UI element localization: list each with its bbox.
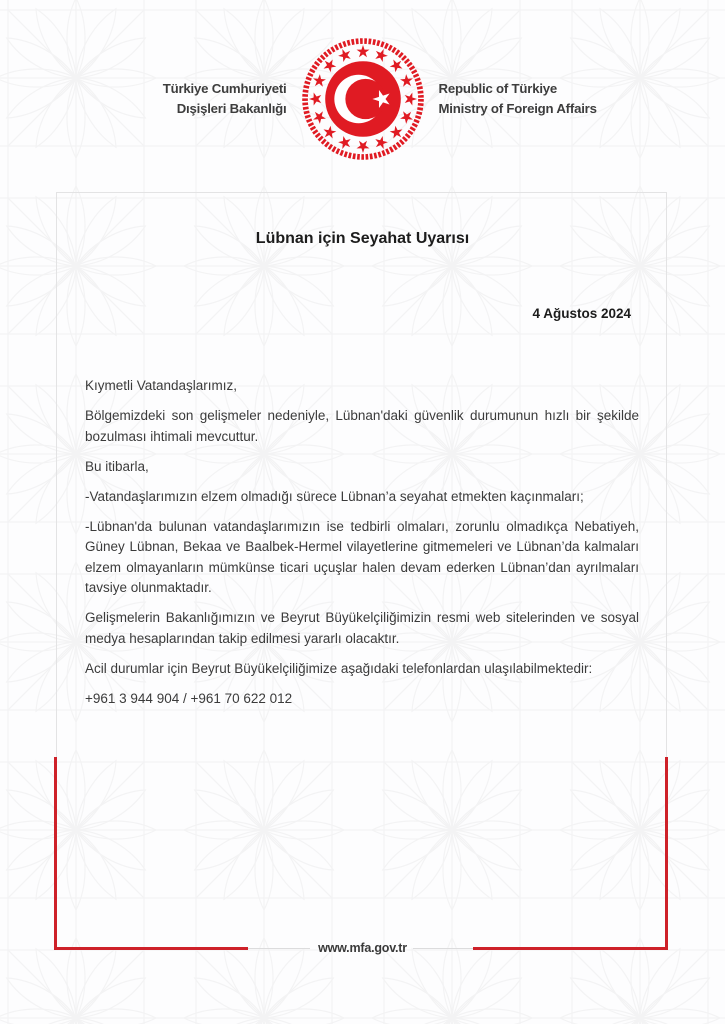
ministry-name-en-line1: Republic of Türkiye <box>438 81 558 96</box>
advice-item-avoid-travel: -Vatandaşlarımızın elzem olmadığı sürece Lübnan’a seyahat etmekten kaçınmaları; <box>85 488 584 504</box>
salutation: Kıymetli Vatandaşlarımız, <box>85 378 238 393</box>
ministry-name-tr-line1: Türkiye Cumhuriyeti <box>162 81 287 96</box>
paragraph-situation: Bölgemizdeki son gelişmeler nedeniyle, Lübnan'daki güvenlik durumunun hızlı bir şekilde bozulması ihtimali mevcuttur. <box>85 408 639 444</box>
ministry-header <box>0 36 725 162</box>
phone-numbers: +961 3 944 904 / +961 70 622 012 <box>85 690 293 706</box>
paragraph-follow-updates: Gelişmelerin Bakanlığımızın ve Beyrut Büyükelçiliğimizin resmi web sitelerinden ve sosyal medya hesaplarından takip edilmesi yararlı olacaktır. <box>85 610 639 646</box>
ministry-name-en-line2: Ministry of Foreign Affairs <box>438 101 597 116</box>
ministry-website: www.mfa.gov.tr <box>318 941 407 955</box>
ministry-name-turkish <box>72 79 287 119</box>
document-date: 4 Ağustos 2024 <box>532 306 631 321</box>
paragraph-therefore: Bu itibarla, <box>85 458 149 474</box>
page-title: Lübnan için Seyahat Uyarısı <box>255 230 470 247</box>
turkiye-mfa-emblem-icon <box>300 36 426 162</box>
red-accent-left-bar <box>54 757 57 950</box>
paragraph-emergency-contact: Acil durumlar için Beyrut Büyükelçiliğimize aşağıdaki telefonlardan ulaşılabilmektedir: <box>85 660 593 676</box>
advice-item-residents: -Lübnan'da bulunan vatandaşlarımızın ise tedbirli olmaları, zorunlu olmadıkça Nebatiyeh, Güney Lübnan, Bekaa ve Baalbek-Hermel vilayetlerine gitmemeleri ve Lübnan’da kalmaları elzem olmayanların mümkünse ticari uçuşlar halen devam ederken Lübnan’dan ayrılmaları tavsiye olunmaktadır. <box>85 518 639 595</box>
ministry-name-tr-line2: Dışişleri Bakanlığı <box>176 101 287 116</box>
letter-body <box>85 376 639 719</box>
crescent-star-icon <box>325 61 401 137</box>
red-accent-right-bar <box>665 757 668 950</box>
ministry-name-english <box>439 79 654 119</box>
